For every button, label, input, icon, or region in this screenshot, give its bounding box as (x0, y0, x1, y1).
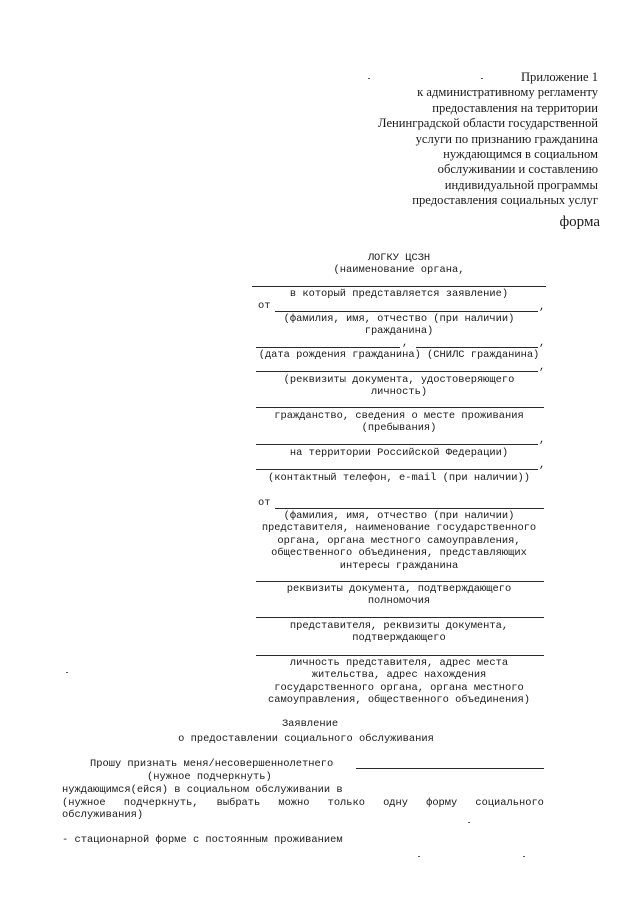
choose-hint (62, 797, 544, 809)
choose-hint-tail: обслуживания) (62, 809, 144, 821)
scan-speck (66, 672, 68, 673)
residence-field-2[interactable] (256, 444, 538, 445)
rep-identity-caption (252, 657, 546, 707)
id-document-caption (252, 374, 546, 399)
hint-word: только (327, 797, 365, 809)
comma: , (539, 361, 546, 373)
caption-line: гражданство, сведения о месте проживания (274, 410, 524, 422)
needing-text: нуждающимся(ейся) в социальном обслуживании в (62, 784, 343, 796)
snils-field[interactable] (416, 347, 538, 348)
caption-line: (дата рождения гражданина) (СНИЛС гражданина) (258, 349, 540, 361)
comma: , (539, 337, 546, 349)
caption-line: личность) (370, 386, 428, 399)
caption-line: представителя, реквизиты документа, (289, 620, 509, 632)
appendix-line: предоставления на территории (432, 100, 598, 115)
minor-name-field[interactable] (356, 768, 544, 769)
comma: , (539, 434, 546, 446)
applicant-name-caption (252, 313, 546, 338)
organ-block (252, 252, 546, 300)
residence-field[interactable] (256, 407, 544, 408)
caption-line: жительства, адрес нахождения (311, 669, 487, 682)
applicant-name-field[interactable] (275, 311, 538, 312)
id-document-field[interactable] (256, 371, 538, 372)
caption-line: личность представителя, адрес места (289, 657, 509, 669)
underline-hint: (нужное подчеркнуть) (147, 771, 272, 783)
appendix-line: предоставления социальных услуг (412, 193, 598, 208)
organ-line (252, 286, 546, 287)
rep-document-caption (252, 620, 546, 645)
contact-field[interactable] (256, 469, 538, 470)
birth-snils-caption (252, 349, 546, 361)
hint-word: (нужное (62, 797, 106, 809)
appendix-line: к административному регламенту (417, 85, 598, 100)
caption-line: представителя, наименование государственного (261, 522, 537, 535)
rep-prefix: от (258, 497, 271, 509)
caption-line: государственного органа, органа местного (274, 681, 524, 694)
appendix-line: индивидуальной программы (444, 177, 598, 192)
representative-field[interactable] (275, 508, 544, 509)
caption-line: интересы гражданина (339, 559, 459, 572)
organ-name: ЛОГКУ ЦСЗН (367, 252, 431, 264)
birth-date-field[interactable] (256, 347, 400, 348)
caption-line: самоуправления, общественного объединения) (268, 694, 530, 707)
scan-speck (468, 822, 470, 823)
caption-line: гражданина) (364, 325, 434, 338)
comma: , (539, 459, 546, 471)
caption-line: (контактный телефон, e-mail (при наличии)) (268, 472, 530, 484)
caption-line: реквизиты документа, подтверждающего (286, 583, 512, 595)
caption-line: на территории Российской Федерации) (289, 447, 509, 459)
representative-caption (252, 510, 546, 572)
form-label: форма (559, 214, 600, 230)
scan-speck (418, 856, 420, 857)
statement-subtitle: о предоставлении социального обслуживания (178, 733, 434, 745)
organ-caption: (наименование органа, (333, 264, 465, 277)
caption-line: подтверждающего (352, 632, 446, 645)
from-prefix: от (258, 300, 271, 312)
comma: , (402, 337, 409, 349)
organ-caption: в который представляется заявление) (289, 287, 509, 300)
comma: , (539, 301, 546, 313)
appendix-line: Приложение 1 (520, 70, 598, 84)
caption-line: полномочия (367, 595, 431, 608)
rep-document-field[interactable] (256, 617, 544, 618)
hint-word: социального (475, 797, 544, 809)
caption-line: общественного объединения, представляющих (271, 547, 527, 560)
appendix-line: обслуживании и составлению (437, 162, 598, 177)
hint-word: подчеркнуть, (123, 797, 199, 809)
scan-speck (368, 78, 370, 79)
hint-word: выбрать (216, 797, 261, 809)
hint-word: одну (383, 797, 409, 809)
statement-title: Заявление (281, 718, 339, 730)
request-text: Прошу признать меня/несовершеннолетнего (90, 758, 334, 770)
authority-document-field[interactable] (256, 581, 544, 582)
authority-document-caption (252, 583, 546, 608)
appendix-reference (268, 70, 598, 209)
residence-caption (252, 447, 546, 459)
scan-speck (523, 856, 525, 857)
caption-line: (фамилия, имя, отчество (при наличии) (283, 510, 515, 522)
caption-line: (реквизиты документа, удостоверяющего (283, 374, 515, 386)
appendix-line: нуждающимся в социальном (443, 147, 598, 162)
appendix-line: Ленинградской области государственной (378, 116, 598, 131)
service-option[interactable]: - стационарной форме с постоянным проживанием (62, 834, 343, 846)
hint-word: можно (278, 797, 310, 809)
residence-caption (252, 410, 546, 435)
caption-line: (пребывания) (361, 422, 437, 435)
appendix-line: услуги по признанию гражданина (415, 131, 598, 146)
caption-line: органа, органа местного самоуправления, (277, 534, 521, 547)
caption-line: (фамилия, имя, отчество (при наличии) (283, 313, 515, 325)
contact-caption (252, 472, 546, 484)
hint-word: форму (426, 797, 458, 809)
scan-speck (481, 78, 483, 79)
rep-identity-field[interactable] (256, 655, 544, 656)
